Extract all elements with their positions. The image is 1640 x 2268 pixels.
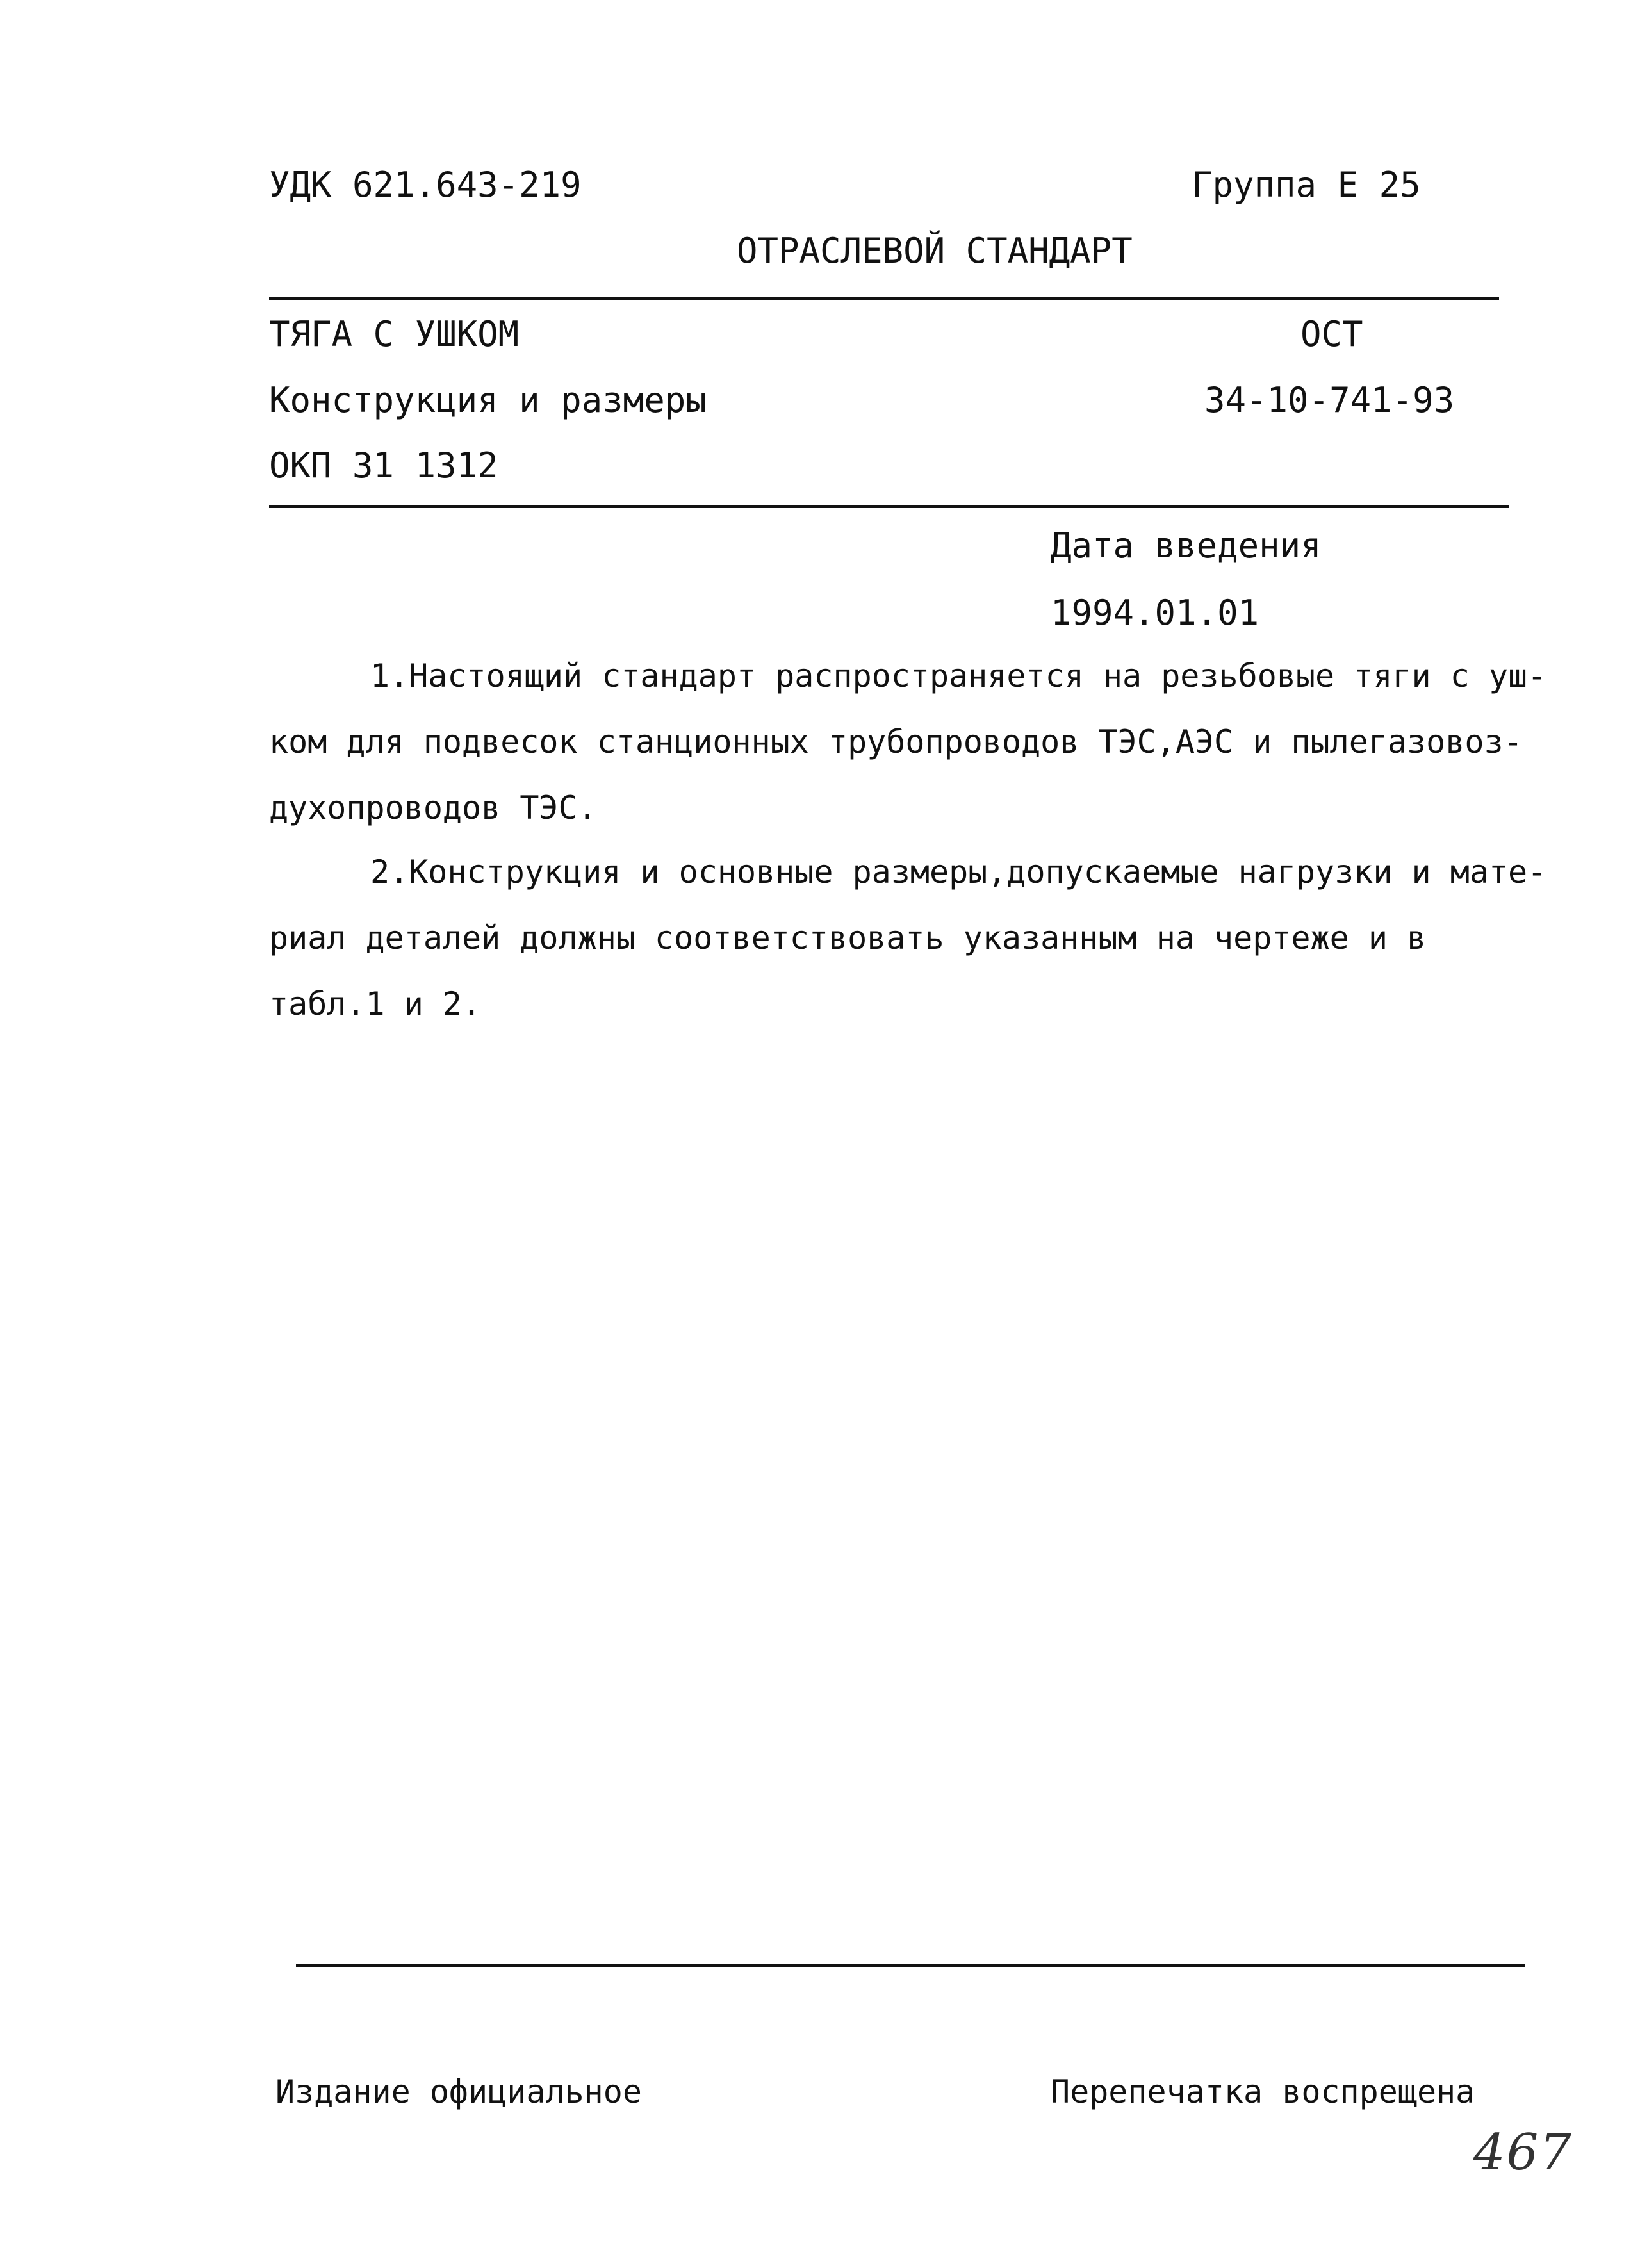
page-number: 467 (1473, 2124, 1573, 2182)
paragraph-1-line-1: 1.Настоящий стандарт распространяется на резьбовые тяги с уш- (370, 657, 1547, 694)
group-code: Группа Е 25 (1192, 165, 1421, 205)
paragraph-1-line-2: ком для подвесок станционных трубопроводов ТЭС,АЭС и пылегазовоз- (269, 723, 1523, 760)
intro-date-value: 1994.01.01 (1051, 593, 1259, 633)
ost-number: 34-10-741-93 (1204, 380, 1455, 420)
footer-rule (296, 1964, 1525, 1967)
reprint-note: Перепечатка воспрещена (1051, 2073, 1475, 2110)
document-title: ТЯГА С УШКОМ (269, 314, 520, 354)
top-rule (269, 297, 1499, 300)
paragraph-2-line-2: риал деталей должны соответствовать указанным на чертеже и в (269, 919, 1427, 957)
intro-date-label: Дата введения (1051, 525, 1322, 566)
paragraph-2-line-3: табл.1 и 2. (269, 985, 482, 1023)
ost-label: ОСТ (1300, 314, 1363, 354)
paragraph-1-line-3: духопроводов ТЭС. (269, 789, 597, 826)
udk-code: УДК 621.643-219 (269, 165, 582, 205)
document-subtitle: Конструкция и размеры (269, 380, 707, 420)
standard-type: ОТРАСЛЕВОЙ СТАНДАРТ (737, 231, 1133, 271)
edition-note: Издание официальное (275, 2073, 642, 2110)
okp-code: ОКП 31 1312 (269, 445, 498, 486)
title-block-rule (269, 505, 1509, 508)
paragraph-2-line-1: 2.Конструкция и основные размеры,допускаемые нагрузки и мате- (370, 853, 1547, 891)
